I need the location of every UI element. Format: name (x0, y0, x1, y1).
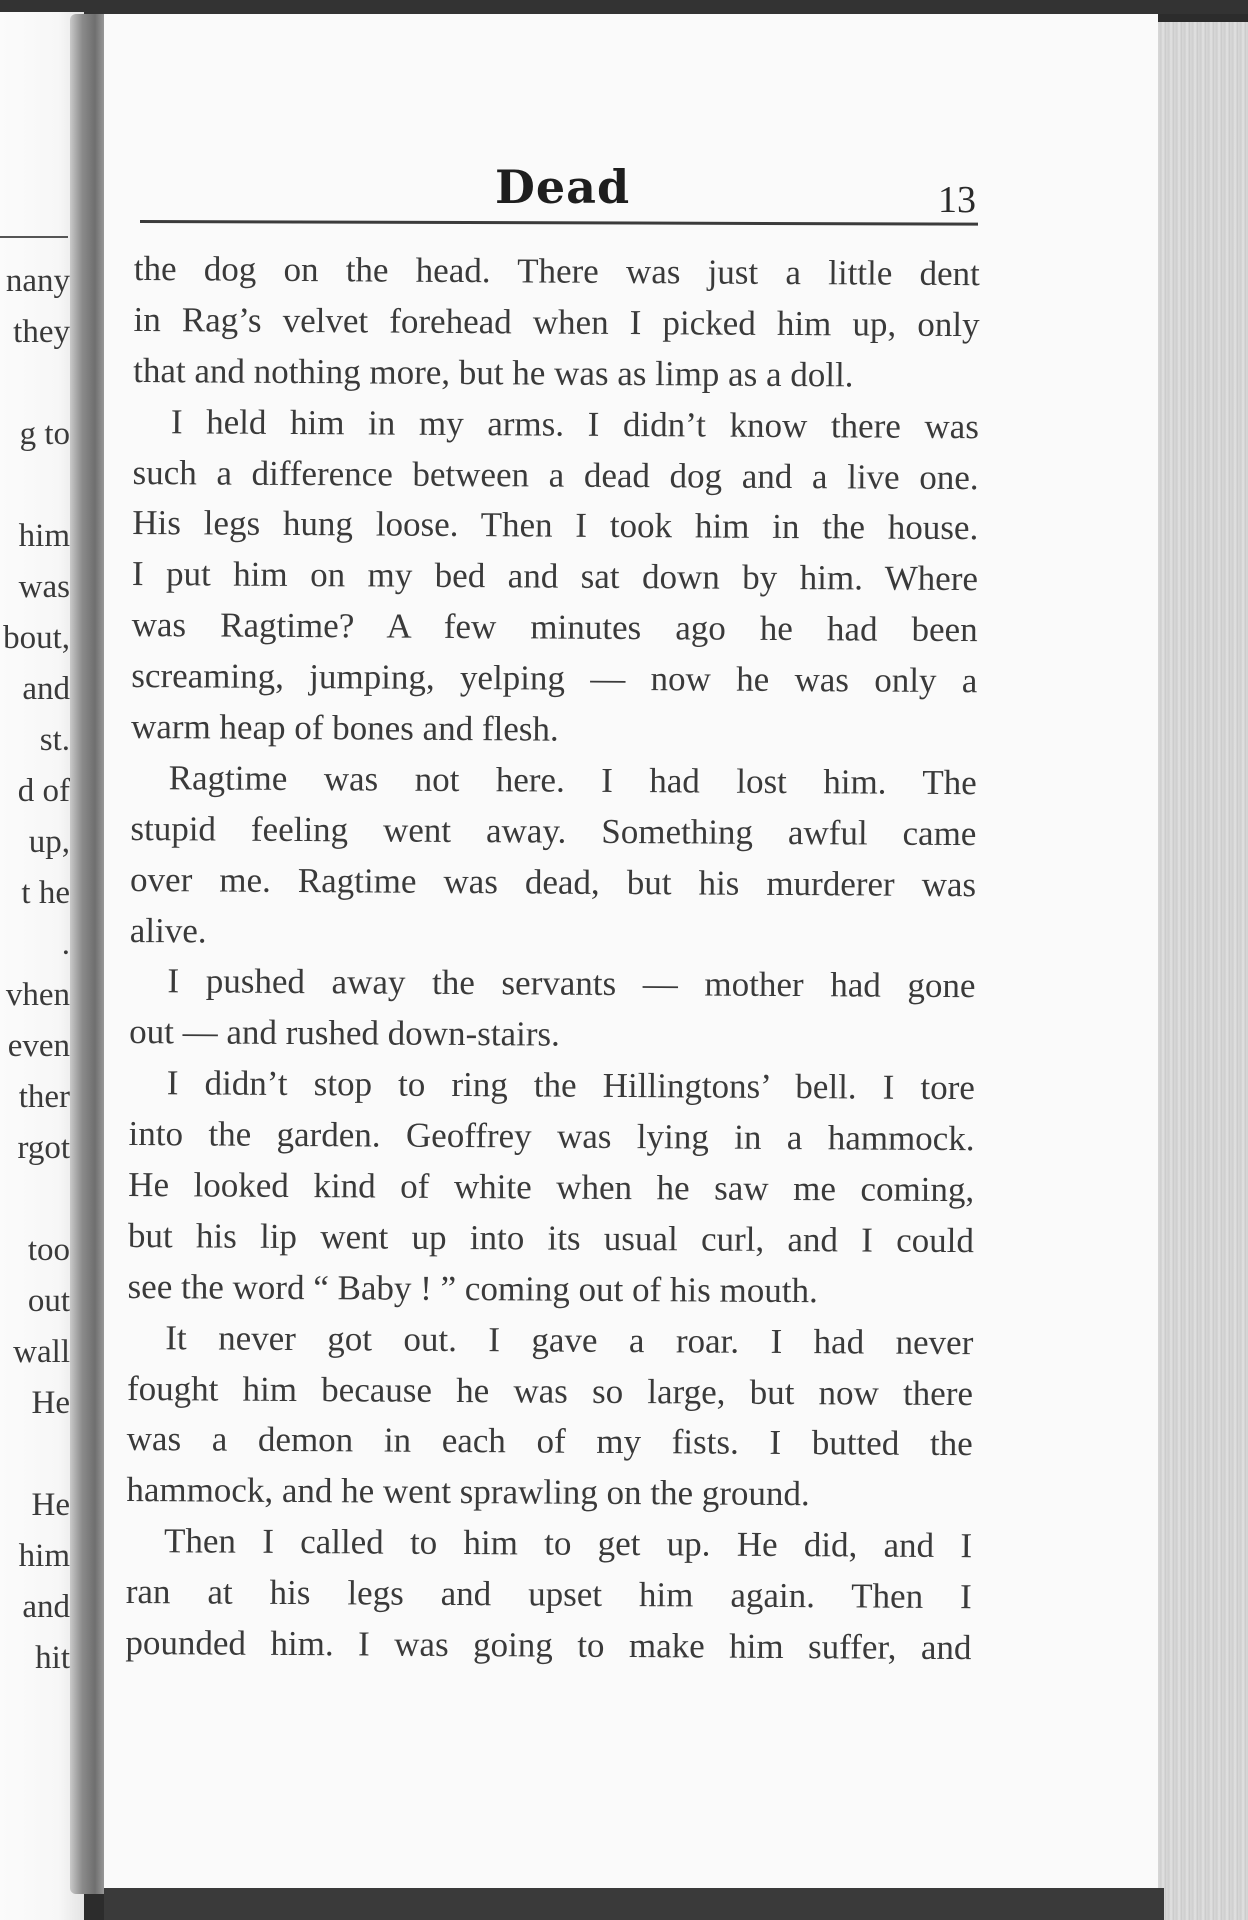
scanner-background-top (0, 0, 1248, 14)
text-line: into the garden. Geoffrey was lying in a hammock. (128, 1114, 975, 1159)
left-page-fragment: him (18, 1538, 70, 1574)
text-line: over me. Ragtime was dead, but his murderer was (130, 859, 977, 904)
text-line: warm heap of bones and flesh. (130, 707, 559, 749)
left-page-fragment: up, (28, 824, 70, 860)
left-page-fragment: and (22, 1589, 70, 1625)
text-line: I put him on my bed and sat down by him. Where (131, 554, 979, 599)
text-line: was Ragtime? A few minutes ago he had been (131, 605, 978, 650)
left-page-fragment: ther (18, 1079, 70, 1115)
text-line: out — and rushed down-stairs. (129, 1012, 560, 1054)
left-page-fragment: vhen (5, 977, 70, 1013)
text-line: Then I called to him to get up. He did, and I (163, 1521, 973, 1566)
text-line: Ragtime was not here. I had lost him. The (168, 758, 977, 803)
left-page-fragment: hit (35, 1640, 70, 1676)
body-text (125, 244, 980, 1674)
page-number: 13 (938, 179, 976, 221)
text-line: fought him because he was so large, but now there (126, 1368, 974, 1413)
text-line: I pushed away the servants — mother had gone (167, 961, 976, 1006)
text-line: I held him in my arms. I didn’t know there was (170, 401, 980, 446)
text-line: but his lip went up into its usual curl, and I could (127, 1215, 975, 1261)
left-page-fragment: bout, (3, 620, 70, 656)
left-page-fragment: nany (5, 263, 70, 299)
text-line: see the word “ Baby ! ” coming out of his mouth. (127, 1266, 818, 1311)
text-line: hammock, and he went sprawling on the ground. (126, 1470, 810, 1514)
left-page-fragment: him (18, 518, 70, 554)
text-line: that and nothing more, but he was as limp as a doll. (133, 350, 854, 395)
left-page-fragment: g to (19, 416, 70, 452)
text-line: pounded him. I was going to make him suffer, and (125, 1623, 972, 1668)
left-page-fragment: was (18, 569, 70, 605)
left-page-fragment: they (13, 314, 70, 350)
left-page-fragment: even (7, 1028, 70, 1064)
text-line: the dog on the head. There was just a little dent (133, 248, 980, 294)
page-stack-edge (1158, 22, 1248, 1920)
text-line: ran at his legs and upset him again. Then I (125, 1572, 972, 1617)
text-line: alive. (129, 910, 207, 951)
left-page-fragment: wall (13, 1334, 70, 1370)
left-page-fragment: He (31, 1385, 70, 1421)
text-line: was a demon in each of my fists. I butted the (126, 1419, 973, 1464)
left-page-fragment: st. (39, 722, 70, 758)
left-page-fragment: . (61, 926, 70, 962)
text-line: such a difference between a dead dog and a live one. (132, 452, 979, 497)
running-title: Dead (495, 160, 631, 214)
left-page-fragment: too (27, 1232, 70, 1268)
left-page-fragment: He (31, 1487, 70, 1523)
text-line: stupid feeling went away. Something awful came (130, 808, 977, 853)
left-page-fragment: d of (17, 773, 70, 809)
scanner-background-bottom (104, 1888, 1164, 1920)
left-page-fragment: rgot (17, 1130, 70, 1166)
left-page-fragment: and (22, 671, 70, 707)
text-line: His legs hung loose. Then I took him in the house. (132, 503, 979, 548)
text-line: screaming, jumping, yelping — now he was only a (131, 656, 978, 701)
left-page-header-rule (0, 236, 68, 238)
text-line: I didn’t stop to ring the Hillingtons’ bell. I tore (166, 1063, 975, 1108)
left-page-fragment: out (27, 1283, 70, 1319)
text-line: in Rag’s velvet forehead when I picked him up, only (133, 299, 980, 345)
left-page-fragment: t he (21, 875, 70, 911)
text-line: It never got out. I gave a roar. I had never (165, 1317, 974, 1362)
text-line: He looked kind of white when he saw me coming, (128, 1165, 975, 1210)
